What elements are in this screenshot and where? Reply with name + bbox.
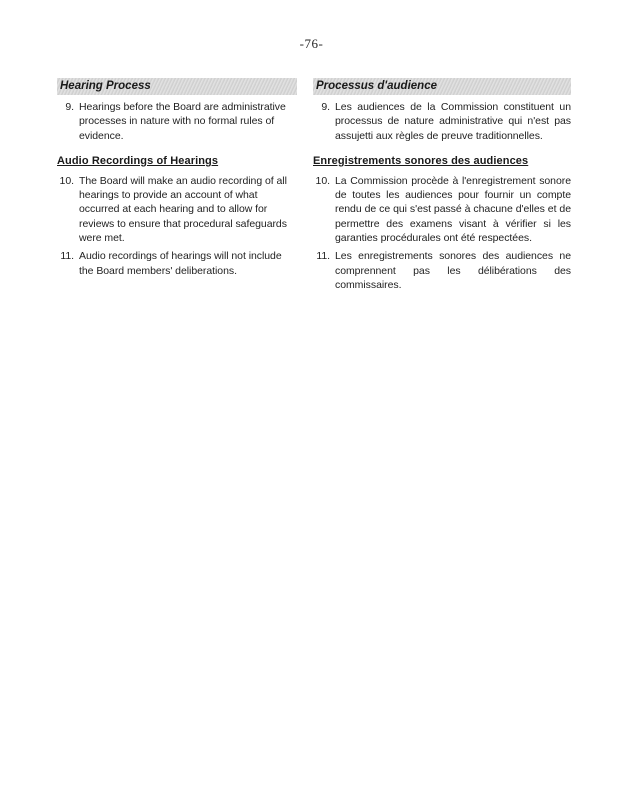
item-number: 11.	[60, 250, 74, 263]
page-number: -76-	[299, 36, 324, 51]
numbered-item	[57, 249, 297, 278]
numbered-item	[57, 100, 297, 143]
heading-hearing-process: Hearing Process	[57, 78, 297, 95]
numbered-item	[57, 174, 297, 245]
item-number: 11.	[316, 250, 330, 263]
item-text: Les audiences de la Commission constituent un processus de nature administrative qui n'est pas assujetti aux règles de preuve traditionnelles.	[335, 101, 571, 142]
item-text: Les enregistrements sonores des audiences ne comprennent pas les délibérations des commissaires.	[335, 250, 571, 291]
item-text: Audio recordings of hearings will not include the Board members' deliberations.	[79, 250, 282, 277]
numbered-item	[313, 249, 571, 292]
column-french	[313, 78, 571, 292]
item-number: 10.	[315, 174, 330, 187]
item-number: 9.	[65, 101, 74, 113]
item-text: Hearings before the Board are administrative processes in nature with no formal rules of evidence.	[79, 101, 286, 142]
item-number: 10.	[59, 174, 74, 187]
heading-audio-recordings: Audio Recordings of Hearings	[57, 154, 219, 167]
two-column-layout	[57, 78, 571, 292]
numbered-item	[313, 100, 571, 143]
heading-enregistrements-sonores: Enregistrements sonores des audiences	[313, 154, 529, 167]
item-number: 9.	[321, 101, 330, 113]
numbered-item	[313, 174, 571, 245]
item-text: La Commission procède à l'enregistrement sonore de toutes les audiences pour fournir un compte rendu de ce qui s'est passé à chacune d'elles et de permettre des examens visant à vérifier si les garanties procédurales ont été respectées.	[335, 174, 571, 245]
heading-processus-audience: Processus d'audience	[313, 78, 571, 95]
column-english	[57, 78, 297, 292]
item-text: The Board will make an audio recording of all hearings to provide an account of what occurred at each hearing and to allow for reviews to ensure that procedural safeguards were met.	[79, 174, 287, 245]
